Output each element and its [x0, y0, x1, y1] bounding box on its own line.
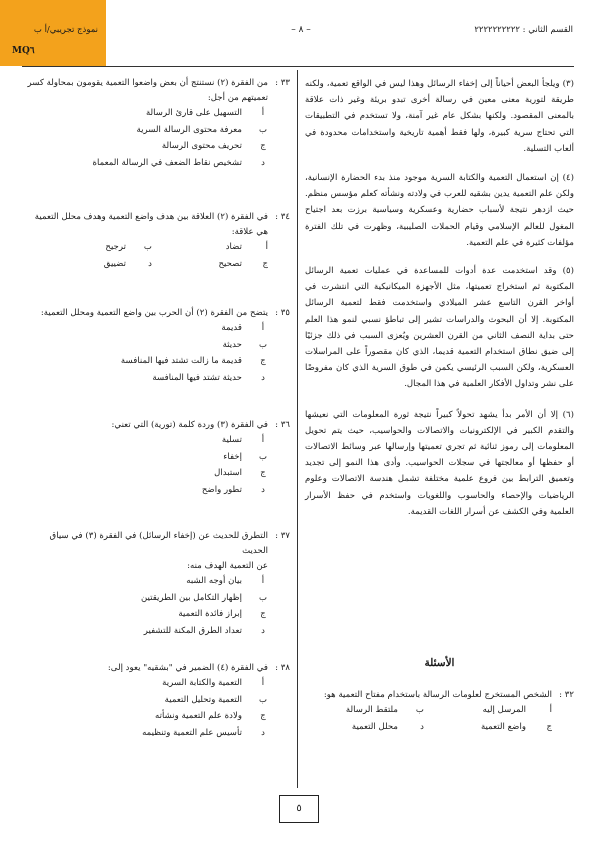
option-letter: ب — [415, 705, 424, 715]
question-number: ٣٦ : — [275, 420, 290, 430]
option-b[interactable]: ب إخفاء — [223, 451, 268, 462]
option-letter: ج — [546, 721, 552, 732]
question-34: ٣٤ : في الفقرة (٢) العلاقة بين هدف واضع التعمية وهدف محلل التعمية هي علاقة: أ تضاد ب ترجيح ج تصحيح د تضييق — [22, 210, 290, 273]
option-a[interactable]: أ التعمية والكتابة السرية — [162, 678, 265, 688]
option-d[interactable]: د تعداد الطرق المكنة للتشفير — [143, 625, 265, 636]
option-c[interactable]: واضع التعمية — [480, 721, 526, 732]
option-b[interactable]: ترجيح — [105, 242, 126, 252]
question-32 — [305, 688, 574, 736]
option-b[interactable]: ملتقط الرسالة — [345, 705, 398, 715]
option-b[interactable]: ب حديثة — [222, 339, 268, 350]
passage-paragraph-4: (٤) إن استعمال التعمية والكتابة السرية موجود منذ بدء الحضارة الإنسانية، ولكن علم التعمية يدين بشقيه للعرب في ولادته ونشأته كعلم مؤسس منظم. حيث ازدهر نتيجة لأسباب حضارية وعسكرية وسياسية برزت بعد اجتياح المغول للعالم الإسلامي وقيام الحملات الصليبية، وظهرت في تلك الفترة مؤلفات كثيرة في علم التعمية. — [305, 173, 575, 248]
option-a[interactable]: تضاد — [225, 242, 242, 252]
question-stem: ٣٧ : التطرق للحديث عن (إخفاء الرسائل) في الفقرة (٣) في سياق الحديث — [49, 531, 290, 556]
passage-column — [305, 76, 574, 524]
option-a[interactable]: أ قديمة — [221, 323, 265, 333]
model-code: نموذج تجريبي/أ ب — [33, 25, 98, 35]
question-33: ٣٣ : من الفقرة (٢) نستنتج أن بعض واضعوا التعمية يقومون بمحاولة كسر تعميتهم من أجل: أ التسهيل على قارئ الرسالة ب معرفة محتوى الرسالة السرية ج تحريف محتوى الرسالة د تشخيص نقاط الضعف في الرسالة المعماة — [22, 76, 290, 172]
header-divider — [22, 66, 574, 67]
question-stem: ٣٢ : الشخص المستخرج لعلومات الرسالة باستخدام مفتاح التعمية هو: — [305, 688, 574, 703]
option-c[interactable]: ج تحريف محتوى الرسالة — [161, 141, 266, 151]
option-d[interactable]: د تطور واضح — [201, 484, 265, 495]
options-row-1: أ تضاد ب ترجيح — [22, 240, 290, 257]
question-number: ٣٥ : — [275, 308, 290, 318]
model-short-code: MQ٦ — [12, 46, 35, 56]
page-number: ٥ — [279, 795, 319, 823]
question-number: ٣٤ : — [275, 212, 290, 222]
question-stem: ٣٦ : في الفقرة (٣) وردة كلمة (تورية) التي تعني: — [22, 418, 290, 433]
question-stem: ٣٤ : في الفقرة (٢) العلاقة بين هدف واضع التعمية وهدف محلل التعمية — [22, 210, 290, 225]
question-number: ٣٧ : — [275, 531, 290, 541]
question-38 — [22, 661, 290, 742]
passage-paragraph-3: (٣) ويلجأ البعض أحياناً إلى إخفاء الرسائل وهذا ليس في الواقع تعمية، ولكنه طريقة لتورية معنى معين في رسالة أخرى تبدو بريئة وغير ذات علاقة بالمعنى المقصود. ولكنها بشكل عام غير آمنة، ولا تستخدم في التطبيقات التي تحتاج سرية كبيرة، ولها فقط أهمية تاريخية واستخدامات محدودة في ألعاب التسلية. — [305, 79, 575, 154]
question-35 — [22, 306, 290, 387]
section-label: القسم الثاني : ٢٢٢٢٢٢٢٢٢٢ — [474, 25, 573, 35]
option-b[interactable]: ب معرفة محتوى الرسالة السرية — [136, 124, 268, 135]
question-37: ٣٧ : التطرق للحديث عن (إخفاء الرسائل) في الفقرة (٣) في سياق الحديث عن التعمية الهدف منه: أ بيان أوجه الشبه ب إظهار التكامل بين الطريقتين ج إبراز فائدة التعمية د تعداد الطرق المكنة للتشفير — [22, 529, 290, 640]
column-divider — [297, 70, 298, 788]
options-row-2 — [305, 720, 574, 737]
question-stem: ٣٥ : يتضح من الفقرة (٢) أن الحرب بين واضع التعمية ومحلل التعمية: — [22, 306, 290, 321]
option-a[interactable]: أ تسلية — [221, 435, 265, 445]
passage-paragraph-6: (٦) إلا أن الأمر بدأ يشهد تحولاً كبيراً نتيجة ثورة المعلومات التي نعيشها والتقدم الكبير في الإلكترونيات والاتصالات والحواسيب، حيث يتم تحويل المعلومات إلى رموز ثنائية ثم تجري تعميتها وإرسالها عبر وسائط الاتصالات أو حفظها أو معالجتها في سجلات الحواسيب. وأدى هذا النمو إلى تجديد وتعميق الترابط بين فروع علمية مختلفة تشمل هندسة الاتصالات وعلوم الرياضيات والإحصاء والحاسوب واللغويات واستخدم في حفظ الأسرار العلمية وفي الكشف عن أسرار اللغات القديمة. — [305, 409, 574, 517]
option-d[interactable]: تضييق — [103, 258, 126, 269]
option-a[interactable]: أ التسهيل على قارئ الرسالة — [145, 108, 265, 118]
option-b[interactable]: ب إظهار التكامل بين الطريقتين — [140, 592, 268, 603]
option-letter: د — [420, 721, 424, 732]
passage-paragraph-5: (٥) وقد استخدمت عدة أدوات للمساعدة في عمليات تعمية الرسائل المكتوبة ثم استخراج تعميتها، مثل الأجهزة الميكانيكية التي انتشرت في أواخر القرن التاسع عشر الميلادي واستخدمت فقط لتعمية الرسائل المكتوبة. إلا أن البحوث والدراسات تشير إلى تباطؤ نسبي لنمو هذا العلم حتى بداية النصف الثاني من القرن العشرين ويُعزى السبب في ذلك جزئيًا إلى ضيق نطاق استخدام التعمية قديما، الذي كان مقصوراً على المراسلات العسكرية، ولكن السبب الرئيسي يكمن في طوق السرية الذي كان مفروضًا على نشر وتداول الأفكار العلمية في هذا المجال. — [305, 266, 575, 390]
option-letter: أ — [549, 705, 552, 715]
option-c[interactable]: ج إبراز فائدة التعمية — [178, 609, 266, 619]
option-d[interactable]: محلل التعمية — [351, 721, 398, 732]
options-row-2: ج تصحيح د تضييق — [22, 257, 290, 274]
option-c[interactable]: ج استبدال — [214, 468, 266, 478]
option-c[interactable]: تصحيح — [218, 258, 242, 269]
question-stem: ٣٣ : من الفقرة (٢) نستنتج أن بعض واضعوا التعمية يقومون بمحاولة كسر — [22, 76, 290, 91]
option-d[interactable]: د تأسيس علم التعمية وتنظيمه — [142, 727, 265, 738]
option-c[interactable]: ج قديمة ما زالت تشتد فيها المنافسة — [120, 356, 266, 366]
option-d[interactable]: د تشخيص نقاط الضعف في الرسالة المعماة — [92, 157, 265, 168]
question-number: ٣٣ : — [275, 78, 290, 88]
option-c[interactable]: ج ولادة علم التعمية ونشأته — [154, 711, 266, 721]
question-36 — [22, 418, 290, 499]
option-d[interactable]: د حديثة تشتد فيها المنافسة — [152, 372, 265, 383]
questions-heading-block — [305, 656, 574, 682]
question-number: ٣٨ : — [275, 663, 290, 673]
header-page-marker: – ٨ – — [291, 25, 311, 35]
questions-title: الأسئلة — [424, 657, 455, 669]
question-number: ٣٢ : — [559, 690, 574, 700]
option-a[interactable]: أ بيان أوجه الشبه — [186, 576, 265, 586]
question-stem: ٣٨ : في الفقرة (٤) الضمير في "بشقيه" يعود إلى: — [22, 661, 290, 676]
option-a[interactable]: المرسل إليه — [482, 705, 526, 715]
options-row-1 — [305, 703, 574, 720]
option-b[interactable]: ب التعمية وتحليل التعمية — [164, 694, 268, 705]
